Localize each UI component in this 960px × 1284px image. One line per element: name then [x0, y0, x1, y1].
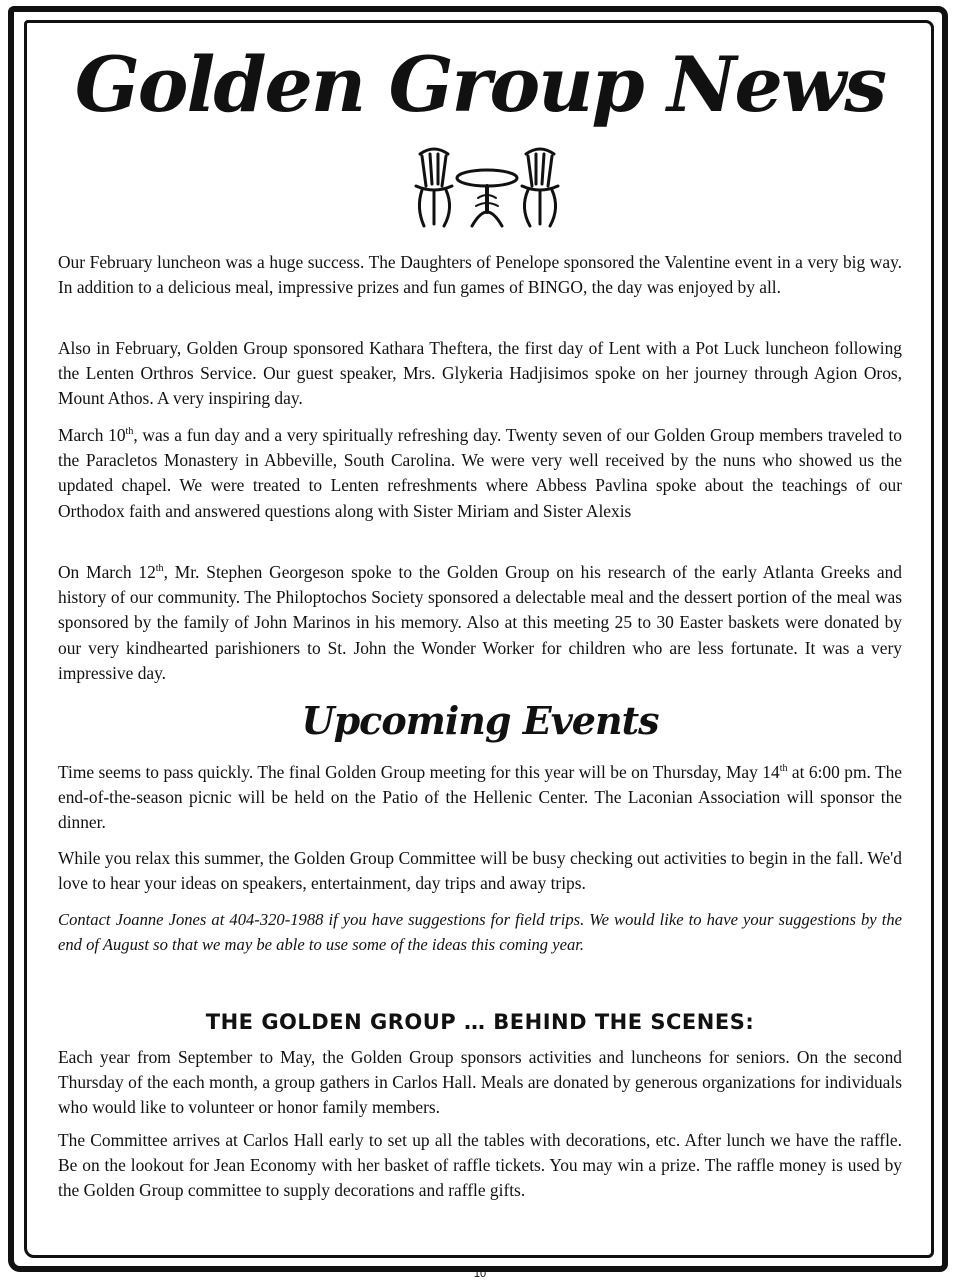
paragraph-summer-activities: While you relax this summer, the Golden Group Committee will be busy checking out activities to begin in the fall. We'd love to hear your ideas on speakers, entertainment, day trips and away trips.	[58, 848, 902, 894]
contact-note: Contact Joanne Jones at 404-320-1988 if you have suggestions for field trips. We would like to have your suggestions by the end of August so that we may be able to use some of the ideas this coming year.	[58, 910, 902, 955]
upcoming-events-heading: Upcoming Events	[301, 698, 659, 743]
newsletter-title: Golden Group News	[74, 40, 886, 129]
cafe-table-and-chairs-icon	[412, 142, 562, 232]
page-number: 10	[473, 1268, 487, 1280]
paragraph-monthly-gathering: Each year from September to May, the Golden Group sponsors activities and luncheons for seniors. On the second Thursday of the each month, a group gathers in Carlos Hall. Meals are donated by generous organizations for individuals who would like to volunteer or honor family members.	[58, 1047, 902, 1118]
paragraph-kathara-theftera: Also in February, Golden Group sponsored Kathara Theftera, the first day of Lent with a Pot Luck luncheon following the Lenten Orthros Service. Our guest speaker, Mrs. Glykeria Hadjisimos spoke on her journey through Agion Oros, Mount Athos. A very inspiring day.	[58, 338, 902, 409]
paragraph-final-meeting: Time seems to pass quickly. The final Golden Group meeting for this year will be on Thursday, May 14th at 6:00 pm. The end-of-the-season picnic will be held on the Patio of the Hellenic Center. The Laconian Association will sponsor the dinner.	[58, 762, 902, 833]
paragraph-march-12: On March 12th, Mr. Stephen Georgeson spoke to the Golden Group on his research of the early Atlanta Greeks and history of our community. The Philoptochos Society sponsored a delectable meal and the dessert portion of the meal was sponsored by the family of John Marinos in his memory. Also at this meeting 25 to 30 Easter baskets were donated by our very kindhearted parishioners to St. John the Wonder Worker for children who are less fortunate. It was a very impressive day.	[58, 562, 903, 683]
paragraph-february-luncheon: Our February luncheon was a huge success. The Daughters of Penelope sponsored the Valentine event in a very big way. In addition to a delicious meal, impressive prizes and fun games of BINGO, the day was enjoyed by all.	[58, 252, 902, 298]
behind-the-scenes-heading: THE GOLDEN GROUP … BEHIND THE SCENES:	[205, 1010, 755, 1034]
paragraph-march-10: March 10th, was a fun day and a very spiritually refreshing day. Twenty seven of our Golden Group members traveled to the Paracletos Monastery in Abbeville, South Carolina. We were very well received by the nuns who showed us the updated chapel. We were treated to Lenten refreshments where Abbess Pavlina spoke about the teachings of our Orthodox faith and answered questions along with Sister Miriam and Sister Alexis	[58, 425, 902, 521]
paragraph-raffle: The Committee arrives at Carlos Hall early to set up all the tables with decorations, etc. After lunch we have the raffle. Be on the lookout for Jean Economy with her basket of raffle tickets. You may win a prize. The raffle money is used by the Golden Group committee to supply decorations and raffle gifts.	[58, 1130, 902, 1201]
